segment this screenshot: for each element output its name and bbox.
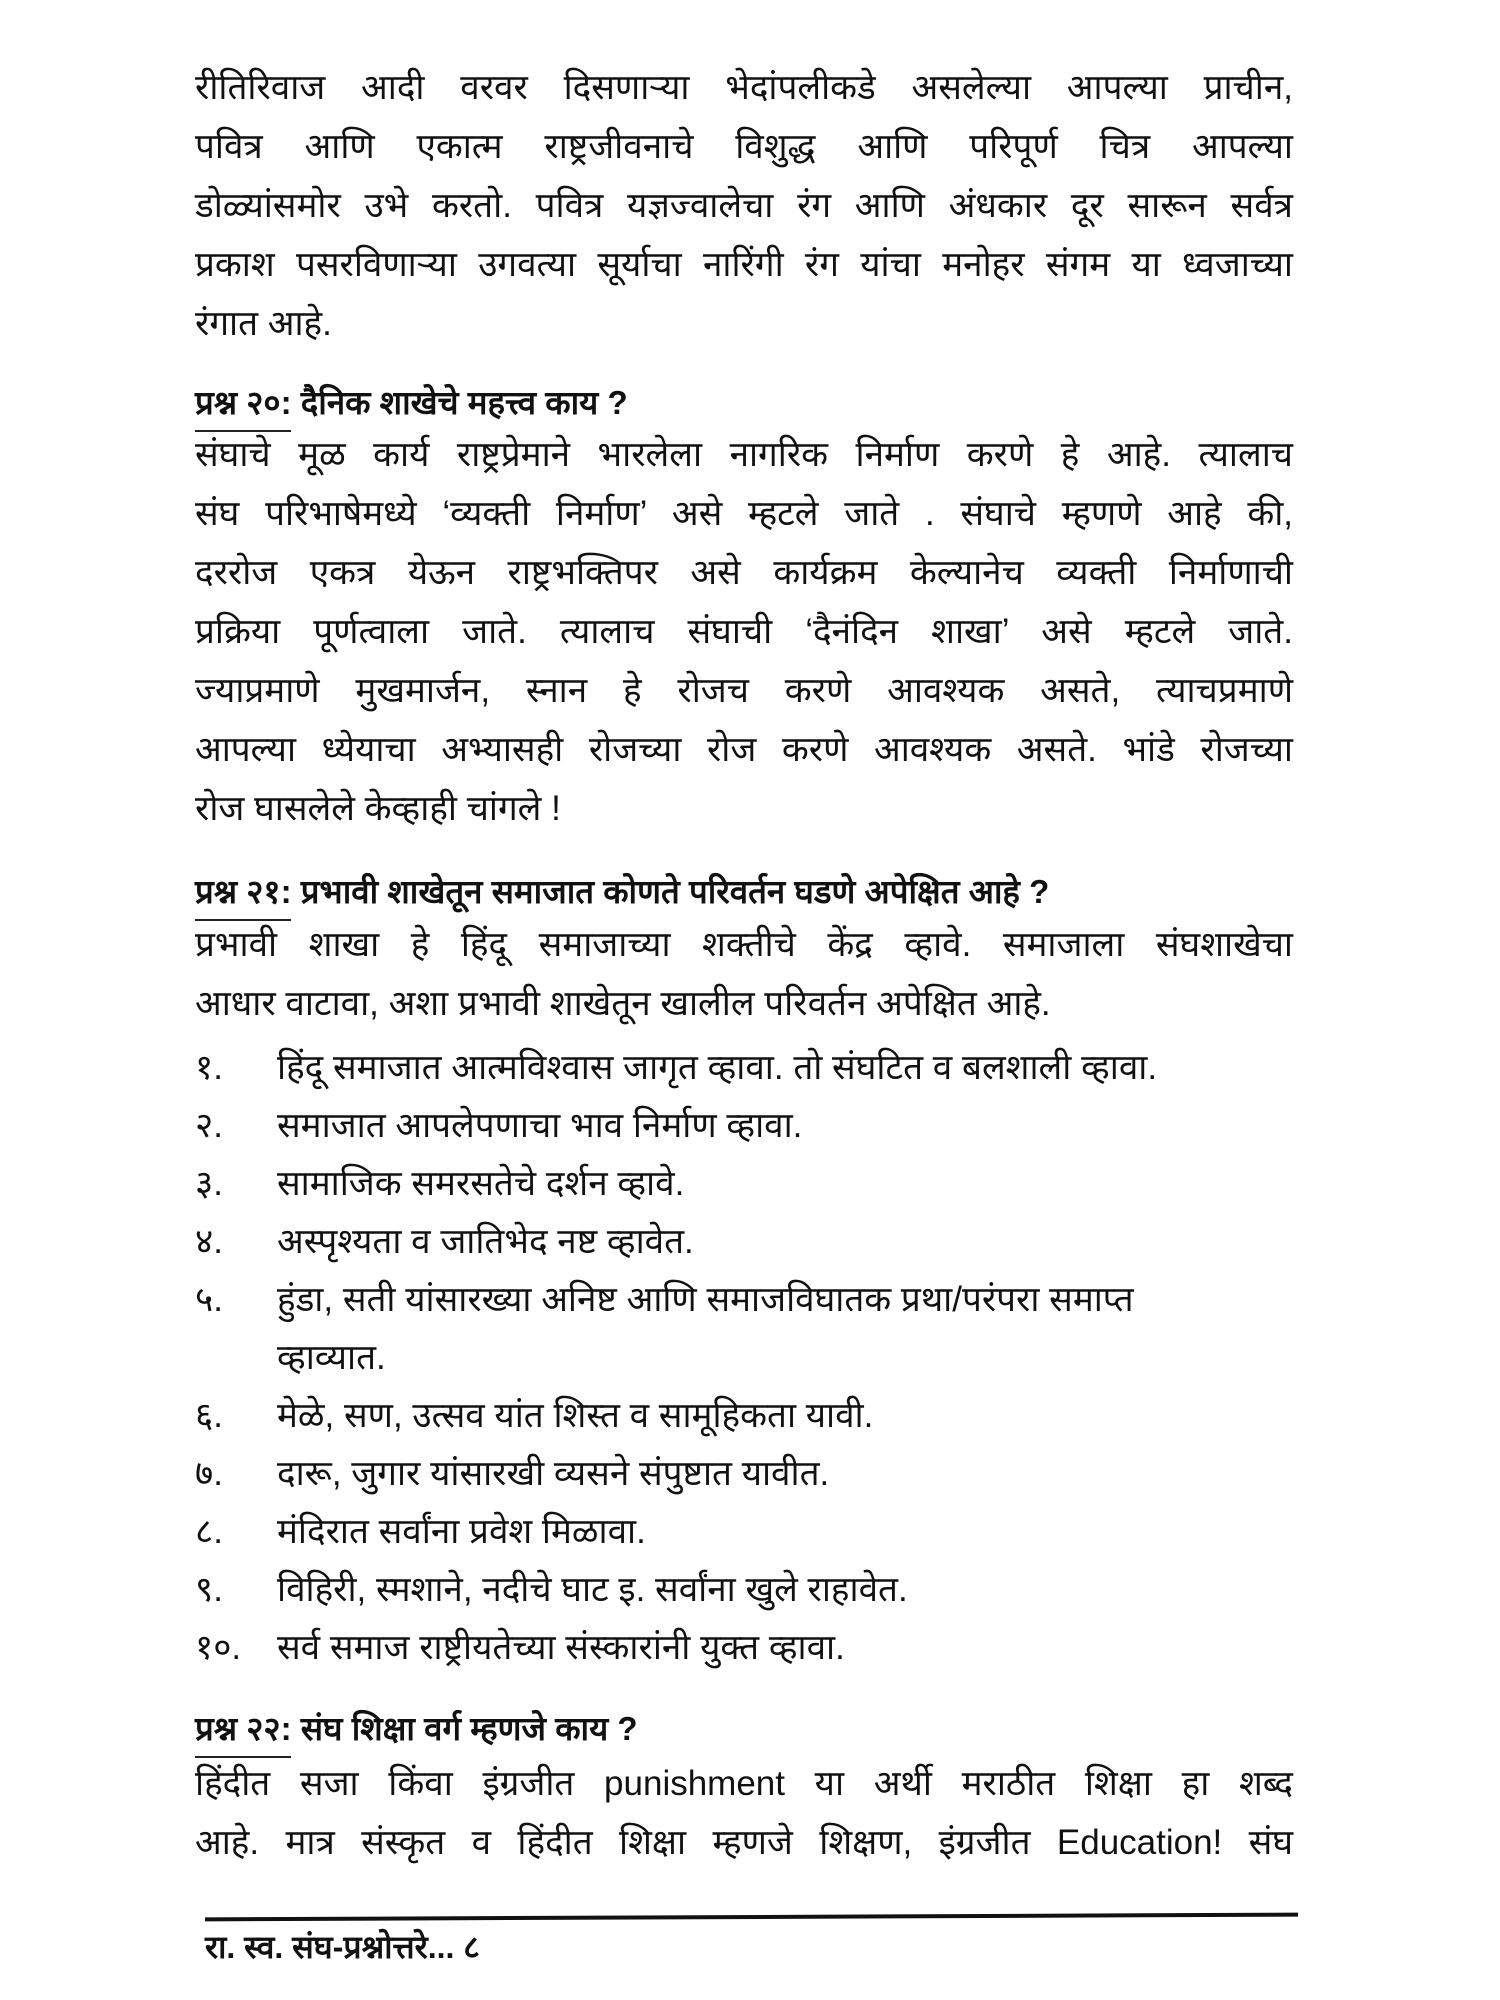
list-item	[195, 1154, 1293, 1213]
text-line: ज्याप्रमाणे मुखमार्जन, स्नान हे रोजच करणे आवश्यक असते, त्याचप्रमाणे	[195, 671, 1293, 710]
list-number: ४.	[195, 1222, 223, 1261]
list-item	[195, 1270, 1293, 1329]
text-line: प्रकाश पसरविणाऱ्या उगवत्या सूर्याचा नारिंगी रंग यांचा मनोहर संगम या ध्वजाच्या	[195, 245, 1293, 284]
text-line: डोळ्यांसमोर उभे करतो. पवित्र यज्ञज्वालेचा रंग आणि अंधकार दूर सारून सर्वत्र	[195, 186, 1293, 225]
footer-rule	[205, 1913, 1298, 1922]
list-text: हुंडा, सती यांसारख्या अनिष्ट आणि समाजविघातक प्रथा/परंपरा समाप्त	[277, 1280, 1134, 1319]
list-number: ५.	[195, 1280, 223, 1319]
list-number: २.	[195, 1106, 223, 1145]
question-21-heading: प्रश्न २१: प्रभावी शाखेतून समाजात कोणते परिवर्तन घडणे अपेक्षित आहे ?	[195, 873, 1050, 910]
question-22-heading: प्रश्न २२: संघ शिक्षा वर्ग म्हणजे काय ?	[195, 1710, 638, 1747]
text-line: रीतिरिवाज आदी वरवर दिसणाऱ्या भेदांपलीकडे असलेल्या आपल्या प्राचीन,	[195, 68, 1293, 107]
list-number: ३.	[195, 1164, 223, 1203]
text-line: रोज घासलेले केव्हाही चांगले !	[195, 789, 561, 828]
list-number: ९.	[195, 1570, 223, 1609]
list-text: समाजात आपलेपणाचा भाव निर्माण व्हावा.	[277, 1106, 803, 1145]
list-item	[195, 1212, 1293, 1271]
text-line: पवित्र आणि एकात्म राष्ट्रजीवनाचे विशुद्ध आणि परिपूर्ण चित्र आपल्या	[195, 127, 1293, 166]
question-20-heading: प्रश्न २०: दैनिक शाखेचे महत्त्व काय ?	[195, 384, 628, 421]
list-text: विहिरी, स्मशाने, नदीचे घाट इ. सर्वांना खुले राहावेत.	[277, 1570, 908, 1609]
list-text: अस्पृश्यता व जातिभेद नष्ट व्हावेत.	[277, 1222, 694, 1261]
text-line: संघाचे मूळ कार्य राष्ट्रप्रेमाने भारलेला नागरिक निर्माण करणे हे आहे. त्यालाच	[195, 435, 1293, 474]
question-21-answer	[195, 915, 1293, 1033]
list-item-continuation	[195, 1328, 1293, 1387]
text-line: प्रभावी शाखा हे हिंदू समाजाच्या शक्तीचे केंद्र व्हावे. समाजाला संघशाखेचा	[195, 925, 1293, 964]
list-item	[195, 1038, 1293, 1097]
text-line: आधार वाटावा, अशा प्रभावी शाखेतून खालील परिवर्तन अपेक्षित आहे.	[195, 984, 1051, 1023]
text-line: रंगात आहे.	[195, 304, 332, 343]
list-number: १.	[195, 1048, 223, 1087]
question-20-answer	[195, 425, 1293, 838]
text-line: प्रक्रिया पूर्णत्वाला जाते. त्यालाच संघाची ‘दैनंदिन शाखा’ असे म्हटले जाते.	[195, 612, 1293, 651]
list-item	[195, 1444, 1293, 1503]
text-line: संघ परिभाषेमध्ये ‘व्यक्ती निर्माण’ असे म्हटले जाते . संघाचे म्हणणे आहे की,	[195, 494, 1293, 533]
text-line: दररोज एकत्र येऊन राष्ट्रभक्तिपर असे कार्यक्रम केल्यानेच व्यक्ती निर्माणाची	[195, 553, 1293, 592]
text-line: आहे. मात्र संस्कृत व हिंदीत शिक्षा म्हणजे शिक्षण, इंग्रजीत Education! संघ	[195, 1823, 1293, 1862]
list-number: १०.	[195, 1628, 242, 1667]
list-text: सामाजिक समरसतेचे दर्शन व्हावे.	[277, 1164, 685, 1203]
list-text: हिंदू समाजात आत्मविश्वास जागृत व्हावा. तो संघटित व बलशाली व्हावा.	[277, 1048, 1158, 1087]
list-item	[195, 1096, 1293, 1155]
list-text: व्हाव्यात.	[277, 1338, 386, 1377]
list-number: ७.	[195, 1454, 223, 1493]
list-text: मंदिरात सर्वांना प्रवेश मिळावा.	[277, 1512, 646, 1551]
list-text: दारू, जुगार यांसारखी व्यसने संपुष्टात यावीत.	[277, 1454, 830, 1493]
text-line: आपल्या ध्येयाचा अभ्यासही रोजच्या रोज करणे आवश्यक असते. भांडे रोजच्या	[195, 730, 1293, 769]
list-item	[195, 1502, 1293, 1561]
list-text: मेळे, सण, उत्सव यांत शिस्त व सामूहिकता यावी.	[277, 1396, 874, 1435]
list-number: ८.	[195, 1512, 223, 1551]
text-line: हिंदीत सजा किंवा इंग्रजीत punishment या अर्थी मराठीत शिक्षा हा शब्द	[195, 1764, 1293, 1803]
list-item	[195, 1560, 1293, 1619]
page-footer: रा. स्व. संघ-प्रश्नोत्तरे... ८	[205, 1929, 480, 1965]
list-text: सर्व समाज राष्ट्रीयतेच्या संस्कारांनी युक्त व्हावा.	[277, 1628, 845, 1667]
question-22-answer	[195, 1754, 1293, 1872]
list-item	[195, 1618, 1293, 1677]
intro-paragraph	[195, 58, 1293, 353]
list-item	[195, 1386, 1293, 1445]
list-number: ६.	[195, 1396, 223, 1435]
